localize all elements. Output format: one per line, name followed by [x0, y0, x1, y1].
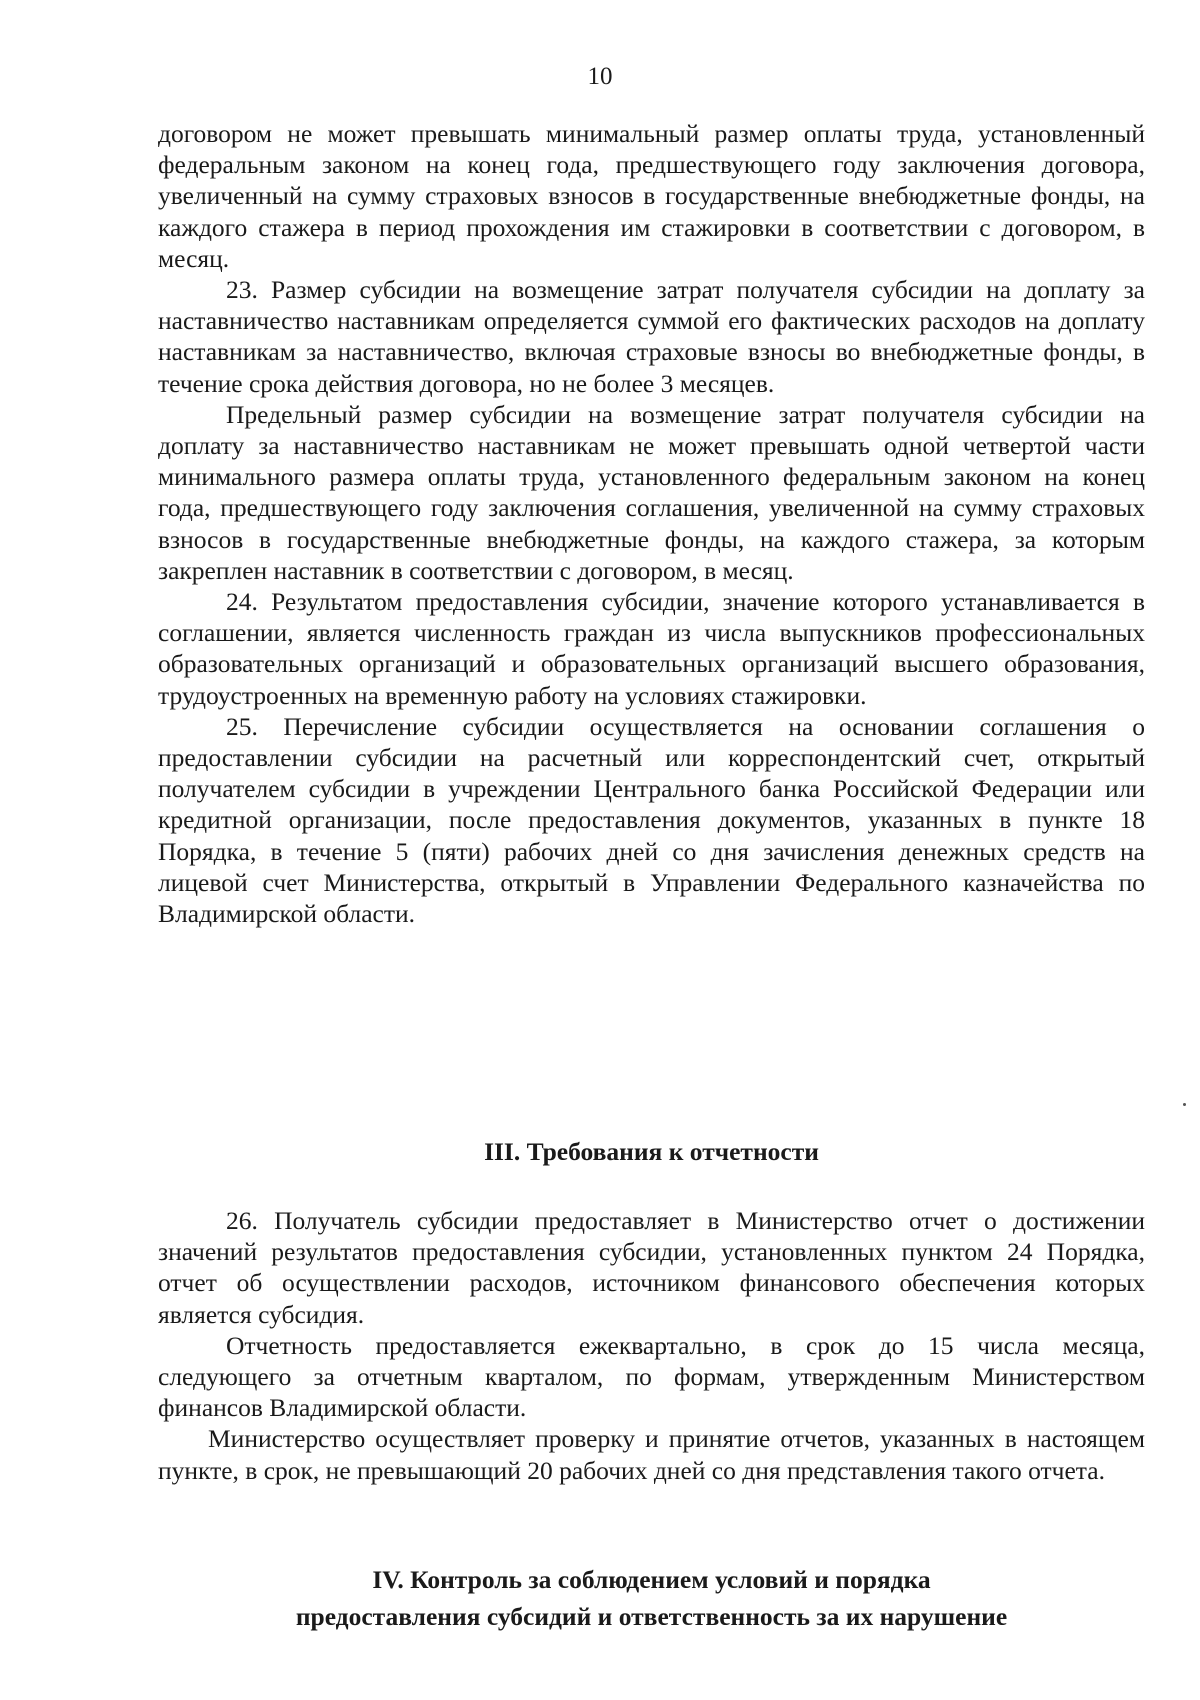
paragraph-report-check: Министерство осуществляет проверку и принятие отчетов, указанных в настоящем пункте, в срок, не превышающий 20 рабочих дней со дня представления такого отчета.	[158, 1424, 1145, 1485]
page-number: 10	[587, 63, 613, 90]
section-3-body	[158, 1205, 1145, 1486]
paragraph-max-subsidy: Предельный размер субсидии на возмещение затрат получателя субсидии на доплату за наставничество наставникам не может превышать одной четвертой части минимального размера оплаты труда, установленного федеральным законом на конец года, предшествующего году заключения соглашения, увеличенной на сумму страховых взносов в государственные внебюджетные фонды, на каждого стажера, за которым закреплен наставник в соответствии с договором, в месяц.	[158, 399, 1145, 585]
paragraph-item-26: 26. Получатель субсидии предоставляет в Министерство отчет о достижении значений результатов предоставления субсидии, установленных пунктом 24 Порядка, отчет об осуществлении расходов, источником финансового обеспечения которых является субсидия.	[158, 1206, 1145, 1329]
main-text	[158, 118, 1145, 929]
paragraph-item-25: 25. Перечисление субсидии осуществляется на основании соглашения о предоставлении субсидии на расчетный или корреспондентский счет, открытый получателем субсидии в учреждении Центрального банка Российской Федерации или кредитной организации, после предоставления документов, указанных в пункте 18 Порядка, в течение 5 (пяти) рабочих дней со дня зачисления денежных средств на лицевой счет Министерства, открытый в Управлении Федерального казначейства по Владимирской области.	[158, 711, 1145, 929]
paragraph-item-23: 23. Размер субсидии на возмещение затрат получателя субсидии на доплату за наставничество наставникам определяется суммой его фактических расходов на доплату наставникам за наставничество, включая страховые взносы во внебюджетные фонды, в течение срока действия договора, но не более 3 месяцев.	[158, 275, 1145, 398]
section-3-heading-block	[158, 1136, 1145, 1168]
paragraph-item-24: 24. Результатом предоставления субсидии, значение которого устанавливается в соглашении, является численность граждан из числа выпускников профессиональных образовательных организаций и образовательных организаций высшего образования, трудоустроенных на временную работу на условиях стажировки.	[158, 587, 1145, 710]
paragraph-continuation: договором не может превышать минимальный размер оплаты труда, установленный федеральным законом на конец года, предшествующего году заключения договора, увеличенный на сумму страховых взносов в государственные внебюджетные фонды, на каждого стажера в период прохождения им стажировки в соответствии с договором, в месяц.	[158, 119, 1145, 273]
section-4-heading-block	[158, 1561, 1145, 1635]
scan-speck	[1183, 1103, 1186, 1106]
section-4-title-line-2: предоставления субсидий и ответственность за их нарушение	[295, 1602, 1008, 1631]
section-3-title: III. Требования к отчетности	[484, 1137, 819, 1166]
section-4-title-line-1: IV. Контроль за соблюдением условий и порядка	[372, 1565, 931, 1594]
paragraph-reporting-schedule: Отчетность предоставляется ежеквартально, в срок до 15 числа месяца, следующего за отчетным кварталом, по формам, утвержденным Министерством финансов Владимирской области.	[158, 1330, 1145, 1423]
